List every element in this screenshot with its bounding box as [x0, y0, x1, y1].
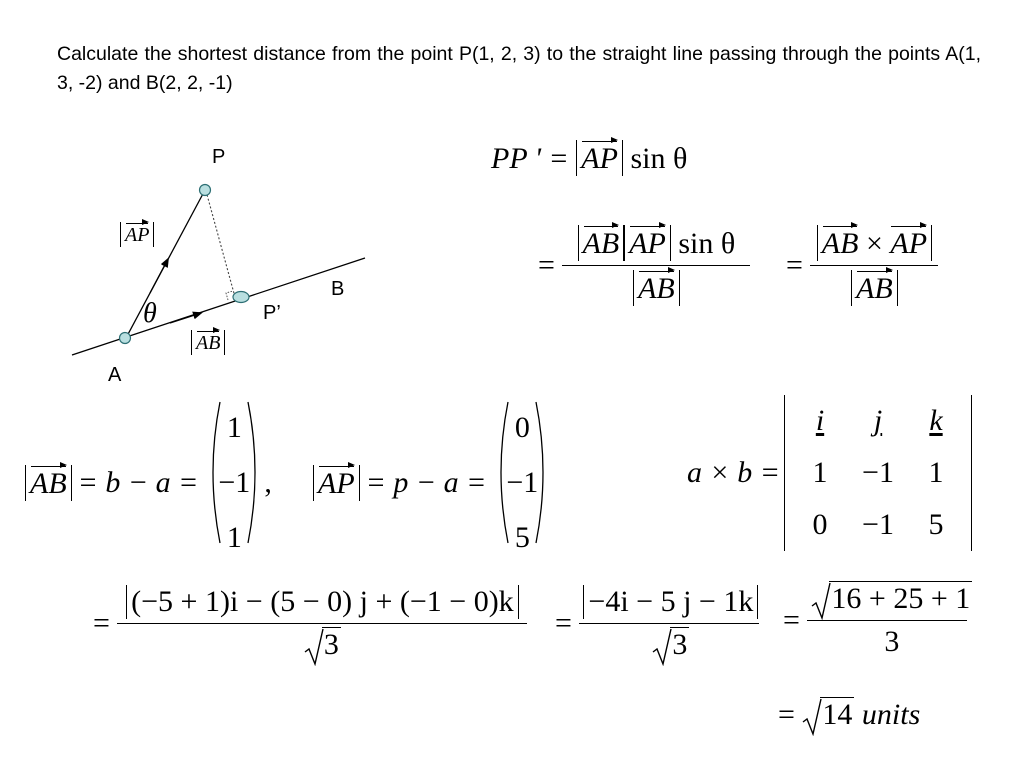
step3-equals: = — [783, 603, 800, 637]
vab-row-2: 1 — [226, 521, 242, 554]
question-text: Calculate the shortest distance from the point P(1, 2, 3) to the straight line passing through the points A(1, 3, -2) and B(2, 2, -1) — [57, 43, 981, 94]
perpendicular-pp — [206, 191, 235, 297]
eq2-fraction — [562, 225, 750, 306]
cross-lhs: a × b = — [687, 455, 780, 489]
det-r0-c0: i — [815, 403, 825, 437]
step-1-fraction — [93, 585, 527, 662]
geometry-diagram — [0, 130, 430, 400]
step3-den: 3 — [884, 625, 900, 658]
vector-ab-definition — [25, 410, 272, 555]
step3-fraction — [807, 582, 976, 659]
det-r0-c1: j — [873, 403, 883, 437]
label-b: B — [331, 278, 345, 300]
arrow-ap — [150, 259, 168, 293]
step1-den: 3 — [323, 628, 339, 661]
step-3-fraction — [783, 582, 976, 659]
step1-numerator: (−5 + 1)i − (5 − 0) j + (−1 − 0)k — [126, 585, 519, 619]
eq2-num-vec-ap: AP — [629, 227, 666, 260]
point-pprime — [233, 292, 249, 303]
eq3-den-vec-ab: AB — [856, 272, 893, 305]
step3-sqrt — [811, 582, 972, 616]
det-r2-c2: 5 — [928, 507, 944, 541]
det-r1-c0: 1 — [812, 455, 828, 489]
label-ap-magnitude — [120, 222, 154, 247]
eq3-times: × — [865, 227, 883, 260]
vap-row-2: 5 — [514, 521, 530, 554]
vap-row-0: 0 — [514, 411, 530, 444]
step-2-fraction — [555, 585, 762, 662]
step1-equals: = — [93, 606, 110, 640]
eq3-fraction — [810, 225, 938, 306]
step2-fraction — [579, 585, 762, 662]
point-a — [120, 333, 131, 344]
eq1-trig: sin θ — [630, 142, 688, 175]
eq2-num-trig: sin θ — [678, 227, 736, 260]
det-r1-c2: 1 — [928, 455, 944, 489]
det-r2-c0: 0 — [812, 507, 828, 541]
vab-comma: , — [264, 465, 272, 499]
determinant — [784, 395, 972, 551]
vab-vec: AB — [30, 466, 67, 500]
point-p — [200, 185, 211, 196]
eq3-equals: = — [786, 248, 803, 282]
label-p: P — [212, 146, 226, 168]
det-r2-c1: −1 — [862, 507, 894, 541]
result-sqrt — [802, 698, 854, 732]
eq2-equals: = — [538, 248, 555, 282]
label-pprime: P’ — [263, 302, 281, 324]
final-result — [778, 698, 920, 732]
vab-row-1: −1 — [218, 466, 251, 499]
label-theta: θ — [143, 298, 157, 329]
step1-sqrt — [304, 628, 341, 662]
det-r0-c2: k — [929, 403, 943, 437]
vab-column-vector — [206, 400, 262, 565]
cross-product-determinant — [687, 400, 972, 545]
vab-rhs — [78, 466, 199, 500]
det-r1-c1: −1 — [862, 455, 894, 489]
equation-fraction-sin — [538, 225, 750, 306]
eq2-den-vec-ab: AB — [638, 272, 675, 305]
eq1-vec-ap: AP — [581, 142, 618, 175]
vec-ab-small: AB — [196, 332, 221, 354]
step2-equals: = — [555, 606, 572, 640]
step2-den: 3 — [672, 628, 688, 661]
vab-rhs-text: = b − a = — [77, 465, 199, 499]
eq2-num-vec-ab: AB — [582, 227, 620, 260]
vap-column-vector — [494, 400, 550, 565]
eq3-num-vec-ap: AP — [890, 227, 928, 260]
vap-vec: AP — [318, 466, 355, 500]
equation-cross-product — [786, 225, 938, 306]
step3-numerator: 16 + 25 + 1 — [831, 582, 971, 615]
label-a: A — [108, 364, 122, 386]
step2-sqrt — [652, 628, 689, 662]
right-angle-mark — [226, 291, 233, 300]
step1-fraction — [117, 585, 527, 662]
equation-pp-prime — [491, 140, 687, 176]
vector-ap-definition — [313, 410, 550, 555]
step2-numerator: −4i − 5 j − 1k — [583, 585, 758, 619]
vab-row-0: 1 — [226, 411, 242, 444]
eq1-lhs: PP ' = — [491, 142, 569, 175]
eq3-num-vec-ab: AB — [821, 227, 859, 260]
arrow-ab — [170, 313, 201, 323]
vap-row-1: −1 — [506, 466, 539, 499]
result-radicand: 14 — [822, 698, 853, 731]
label-ab-magnitude — [191, 330, 225, 355]
vap-rhs: = p − a = — [365, 465, 487, 499]
result-equals: = — [778, 698, 795, 731]
result-unit: units — [861, 698, 921, 731]
vec-ap-small: AP — [125, 224, 150, 246]
